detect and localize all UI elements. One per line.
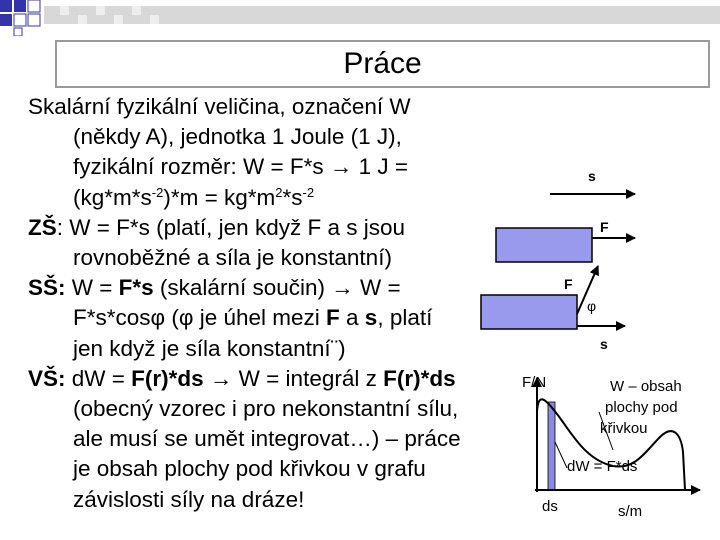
diagram-angled: [475, 260, 645, 340]
text-fragment: → W = integrál z: [203, 365, 384, 391]
y-axis-label: F/N: [522, 374, 547, 391]
level-label: ZŠ: [28, 214, 57, 240]
decor-square: [14, 28, 22, 36]
text-line: (obecný vzorec i pro nekonstantní sílu,: [73, 396, 459, 422]
text-fragment: dW =: [65, 365, 132, 391]
area-label: plochy pod: [605, 399, 678, 416]
block: [496, 228, 592, 262]
area-label: křivkou: [600, 420, 648, 437]
decor-square: [0, 14, 12, 26]
decor-square: [14, 14, 26, 26]
superscript: -2: [151, 184, 164, 200]
title-box: [55, 40, 710, 88]
x-axis-label: s/m: [618, 503, 643, 520]
ds-label: ds: [542, 498, 558, 515]
text-fragment: s: [364, 305, 378, 331]
header-decoration: [0, 0, 720, 36]
text-fragment: : W = F*s (platí, jen když F a s jsou: [56, 214, 405, 240]
paragraph-vs: [28, 364, 528, 515]
text-fragment: , platí: [377, 305, 433, 331]
text-fragment: F(r): [383, 365, 421, 391]
text-fragment: F*s*cosφ (φ je úhel mezi: [73, 305, 327, 331]
text-fragment: *s: [282, 184, 303, 210]
text-fragment: *ds: [420, 365, 456, 391]
level-label: VŠ:: [28, 365, 66, 391]
dw-label: dW = F*ds: [567, 458, 638, 475]
decor-square: [28, 0, 40, 12]
block: [481, 295, 577, 329]
force-label: F: [564, 276, 573, 292]
decor-square: [14, 0, 26, 12]
decor-square: [0, 0, 12, 12]
paragraph-definition: [28, 92, 528, 213]
text-line: jen když je síla konstantní¨): [73, 335, 346, 361]
page-title: Práce: [343, 47, 422, 80]
text-line: (někdy A), jednotka 1 Joule (1 J),: [73, 124, 402, 150]
force-label: F: [600, 219, 609, 235]
superscript: 2: [275, 184, 283, 200]
text-line: rovnoběžné a síla je konstantní): [73, 245, 392, 271]
text-fragment: F(r)*ds: [131, 365, 204, 391]
decor-square: [28, 14, 40, 26]
body-text: [28, 92, 528, 515]
level-label: SŠ:: [28, 275, 66, 301]
superscript: -2: [302, 184, 315, 200]
text-fragment: (skalární součin) → W =: [153, 275, 401, 301]
area-label: W – obsah: [610, 378, 682, 395]
decor-bar: [44, 6, 720, 24]
text-line: ale musí se umět integrovat…) – práce: [73, 426, 461, 452]
text-fragment: F*s: [118, 275, 154, 301]
text-fragment: )*m = kg*m: [163, 184, 276, 210]
paragraph-ss: [28, 273, 528, 364]
text-fragment: F: [326, 305, 340, 331]
text-line: Skalární fyzikální veličina, označení W: [28, 94, 411, 119]
text-line: závislosti síly na dráze!: [73, 486, 305, 512]
displacement-label: s: [588, 168, 596, 184]
text-fragment: W =: [65, 275, 119, 301]
ds-strip: [548, 402, 555, 490]
text-line: je obsah plochy pod křivkou v grafu: [73, 456, 426, 482]
text-line: fyzikální rozměr: W = F*s → 1 J =: [73, 154, 409, 180]
diagram-parallel: [490, 186, 650, 266]
text-fragment: a: [339, 305, 365, 331]
text-line: (kg*m*s: [73, 184, 152, 210]
paragraph-zs: [28, 213, 528, 273]
displacement-label: s: [600, 336, 608, 352]
angle-label: φ: [587, 298, 597, 314]
